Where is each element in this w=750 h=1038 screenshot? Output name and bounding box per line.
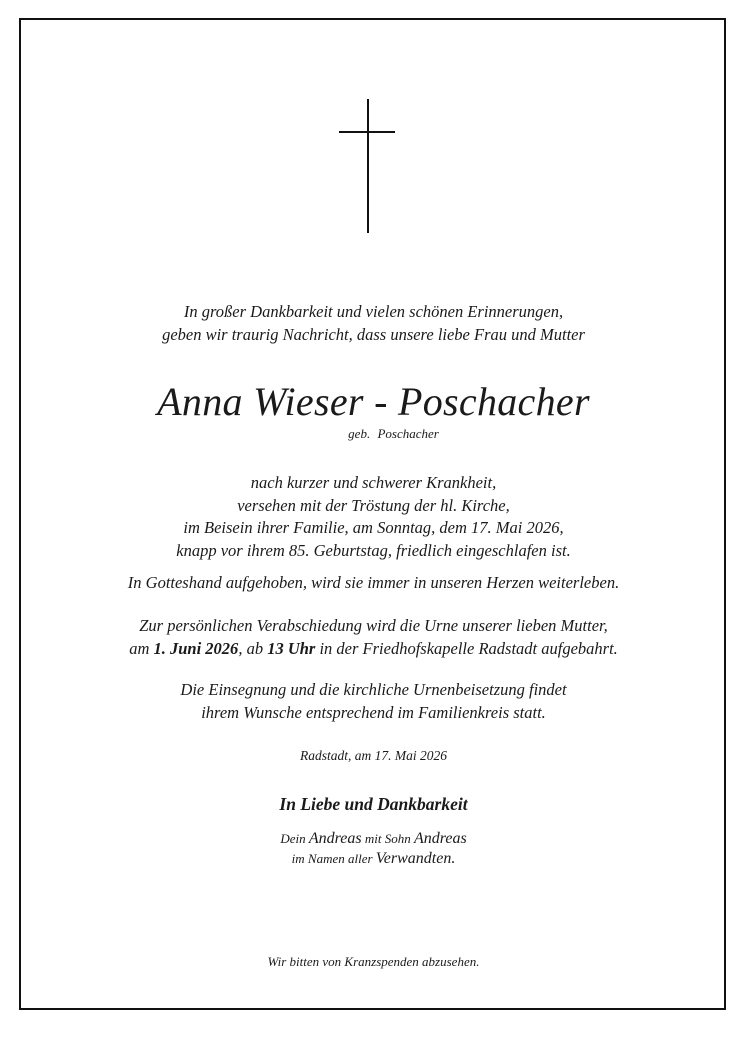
intro-text <box>0 300 747 346</box>
farewell-time: 13 Uhr <box>267 638 316 658</box>
intro-line-1: In großer Dankbarkeit und vielen schönen Erinnerungen, <box>183 302 564 321</box>
paragraph3-suffix: in der Friedhofskapelle Radstadt aufgebahrt. <box>315 638 618 658</box>
birth-label: geb. <box>348 426 371 441</box>
paragraph4-line-2: ihrem Wunsche entsprechend im Familienkreis statt. <box>201 702 546 722</box>
farewell-date: 1. Juni 2026 <box>153 638 239 658</box>
paragraph3-line-2 <box>0 638 747 661</box>
farewell-announcement <box>0 615 747 660</box>
paragraph3-middle: , ab <box>238 638 268 658</box>
paragraph1-line-2: versehen mit der Tröstung der hl. Kirche, <box>237 495 510 515</box>
birth-name: Poschacher <box>377 426 439 441</box>
paragraph4-line-1: Die Einsegnung und die kirchliche Urnenbeisetzung findet <box>180 680 567 699</box>
deceased-name: Anna Wieser - Poschacher <box>157 379 590 424</box>
signer-name-2: Andreas <box>413 830 467 847</box>
signers <box>0 829 747 869</box>
burial-text <box>0 679 747 724</box>
intro-line-2: geben wir traurig Nachricht, dass unsere liebe Frau und Mutter <box>162 325 585 344</box>
paragraph3-prefix: am <box>129 638 154 658</box>
footer-note: Wir bitten von Kranzspenden abzusehen. <box>267 954 480 969</box>
remembrance-text: In Gotteshand aufgehoben, wird sie immer in unseren Herzen weiterleben. <box>127 573 620 592</box>
paragraph1-line-1: nach kurzer und schwerer Krankheit, <box>250 473 497 492</box>
signer-relatives: Verwandten. <box>375 850 456 867</box>
paragraph3-line-1: Zur persönlichen Verabschiedung wird die Urne unserer lieben Mutter, <box>139 616 608 635</box>
closing-phrase: In Liebe und Dankbarkeit <box>279 794 468 814</box>
signer-line2-prefix: im Namen aller <box>291 851 376 866</box>
signers-line-2 <box>0 849 747 869</box>
paragraph1-line-4: knapp vor ihrem 85. Geburtstag, friedlich eingeschlafen ist. <box>176 540 571 560</box>
signer-name-1: Andreas <box>308 830 362 847</box>
birth-name-line <box>0 426 747 442</box>
signers-line-1 <box>0 829 747 849</box>
place-and-date: Radstadt, am 17. Mai 2026 <box>300 748 447 763</box>
paragraph1-line-3: im Beisein ihrer Familie, am Sonntag, dem 17. Mai 2026, <box>183 518 564 537</box>
signer-prefix: Dein <box>280 831 309 846</box>
death-circumstances <box>0 472 747 562</box>
signer-connector: mit Sohn <box>361 831 414 846</box>
